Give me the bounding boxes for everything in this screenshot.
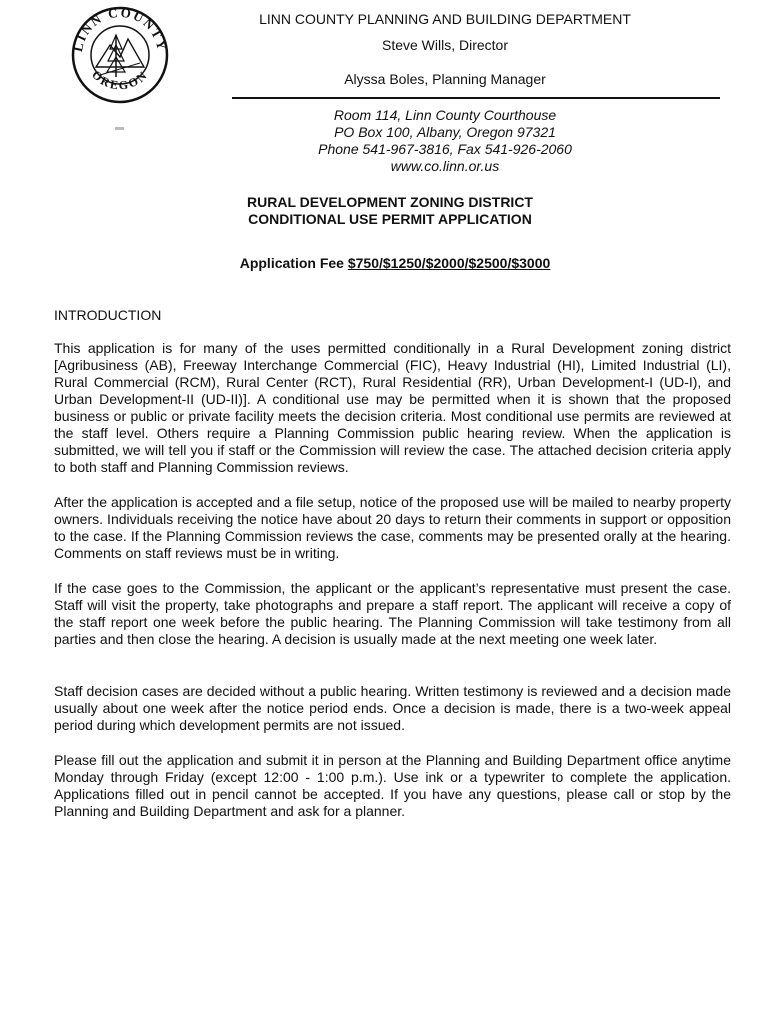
form-title-line2: CONDITIONAL USE PERMIT APPLICATION — [248, 211, 532, 227]
fee-amounts: $750/$1250/$2000/$2500/$3000 — [347, 255, 551, 271]
address-po-box: PO Box 100, Albany, Oregon 97321 — [334, 124, 556, 140]
form-title-line1: RURAL DEVELOPMENT ZONING DISTRICT — [247, 194, 533, 210]
header-divider — [232, 97, 720, 99]
department-name: LINN COUNTY PLANNING AND BUILDING DEPARTMENT — [259, 11, 631, 27]
svg-text:OREGON: OREGON — [89, 67, 151, 93]
address-website: www.co.linn.or.us — [390, 158, 500, 174]
paragraph: After the application is accepted and a file setup, notice of the proposed use will be mailed to nearby property owners. Individuals receiving the notice have about 20 days to return their comments in support or opposition to the case. If the Planning Commission reviews the case, comments may be presented orally at the hearing. Comments on staff reviews must be in writing. — [54, 494, 731, 561]
address-phone: Phone 541-967-3816, Fax 541-926-2060 — [318, 141, 572, 157]
svg-text:LINN COUNTY: LINN COUNTY — [70, 5, 170, 54]
linn-county-seal — [70, 5, 170, 105]
paragraph: This application is for many of the uses permitted conditionally in a Rural Development zoning district [Agribusiness (AB), Freeway Interchange Commercial (FIC), Heavy Industrial (HI), Limited Industrial (LI), Rural Commercial (RCM), Rural Center (RCT), Rural Residential (RR), Urban Development-I (UD-I), and Urban Development-II (UD-II)]. A conditional use may be permitted when it is shown that the proposed business or public or private facility meets the decision criteria. Most conditional use permits are reviewed at the staff level. Others require a Planning Commission public hearing review. When the application is submitted, we will tell you if staff or the Commission will review the case. The attached decision criteria apply to both staff and Planning Commission reviews. — [54, 340, 731, 475]
address-room: Room 114, Linn County Courthouse — [333, 107, 557, 123]
paragraph: If the case goes to the Commission, the applicant or the applicant’s representative must present the case. Staff will visit the property, take photographs and prepare a staff report. The applicant will receive a copy of the staff report one week before the public hearing. The Planning Commission will take testimony from all parties and then close the hearing. A decision is usually made at the next meeting one week later. — [54, 580, 731, 647]
section-heading: INTRODUCTION — [54, 307, 162, 323]
director-name: Steve Wills, Director — [381, 37, 509, 53]
paragraph: Staff decision cases are decided without a public hearing. Written testimony is reviewed and a decision made usually about one week after the notice period ends. Once a decision is made, there is a two-week appeal period during which development permits are not issued. — [54, 683, 731, 733]
manager-name: Alyssa Boles, Planning Manager — [344, 71, 546, 87]
application-fee — [160, 255, 630, 271]
scan-mark — [115, 127, 124, 130]
paragraph: Please fill out the application and submit it in person at the Planning and Building Department office anytime Monday through Friday (except 12:00 - 1:00 p.m.). Use ink or a typewriter to complete the application. Applications filled out in pencil cannot be accepted. If you have any questions, please call or stop by the Planning and Building Department and ask for a planner. — [54, 752, 731, 819]
fee-label: Application Fee — [239, 255, 348, 271]
